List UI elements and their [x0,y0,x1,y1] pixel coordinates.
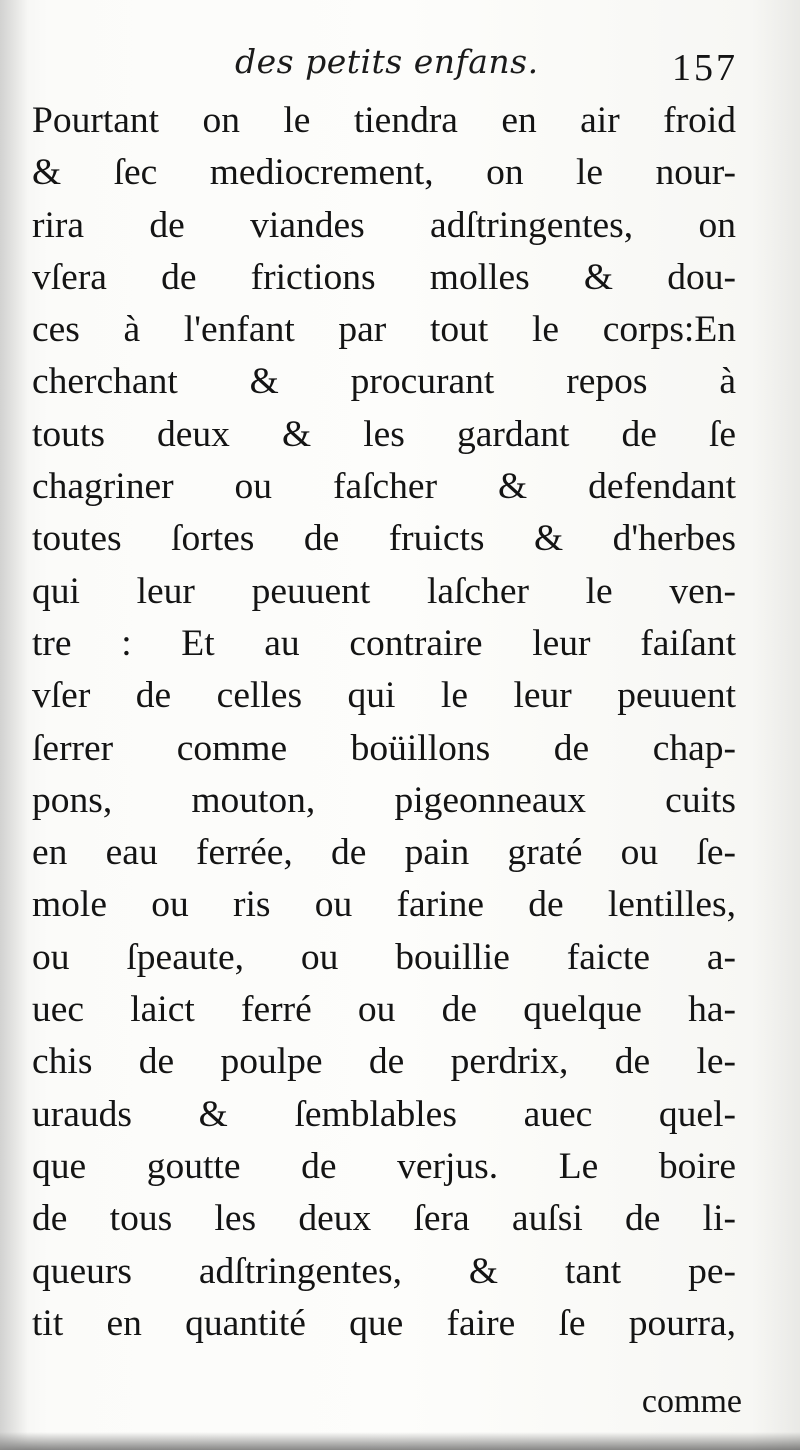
text-line: ſerrer comme boüillons de chap- [32,727,736,769]
text-line: toutes ſortes de fruicts & d'herbes [32,518,736,560]
page-header [40,42,738,98]
spine-shadow [0,0,28,1450]
text-line: touts deux & les gardant de ſe [32,413,736,455]
text-line: chis de poulpe de perdrix, de le- [32,1041,736,1083]
page-number: 157 [672,47,738,89]
text-line: de tous les deux ſera auſsi de li- [32,1198,736,1240]
text-line: Pourtant on le tiendra en air froid [32,100,736,141]
catchword: comme [641,1383,742,1420]
text-line: mole ou ris ou farine de lentilles, [32,884,736,926]
text-line: en eau ferrée, de pain graté ou ſe- [32,832,736,874]
text-line: uec laict ferré ou de quelque ha- [32,989,736,1031]
text-line: tre : Et au contraire leur faiſant [32,622,736,664]
body-text [32,95,736,1350]
running-title: des petits enfans. [235,42,539,81]
text-line: qui leur peuuent laſcher le ven- [32,570,736,612]
text-line: que goutte de verjus. Le boire [32,1145,736,1187]
text-line: ou ſpeaute, ou bouillie faicte a- [32,936,736,978]
text-line: vſer de celles qui le leur peuuent [32,675,736,717]
text-line: ces à l'enfant par tout le corps:En [32,309,736,351]
text-line: queurs adſtringentes, & tant pe- [32,1250,736,1292]
text-line: rira de viandes adſtringentes, on [32,204,736,246]
text-line: pons, mouton, pigeonneaux cuits [32,779,736,821]
text-line: chagriner ou faſcher & defendant [32,466,736,508]
text-line: cherchant & procurant repos à [32,361,736,403]
text-line: urauds & ſemblables auec quel- [32,1093,736,1135]
text-line: vſera de frictions molles & dou- [32,256,736,298]
text-line: & ſec mediocrement, on le nour- [32,152,736,194]
text-line: tit en quantité que faire ſe pourra, [32,1302,736,1344]
